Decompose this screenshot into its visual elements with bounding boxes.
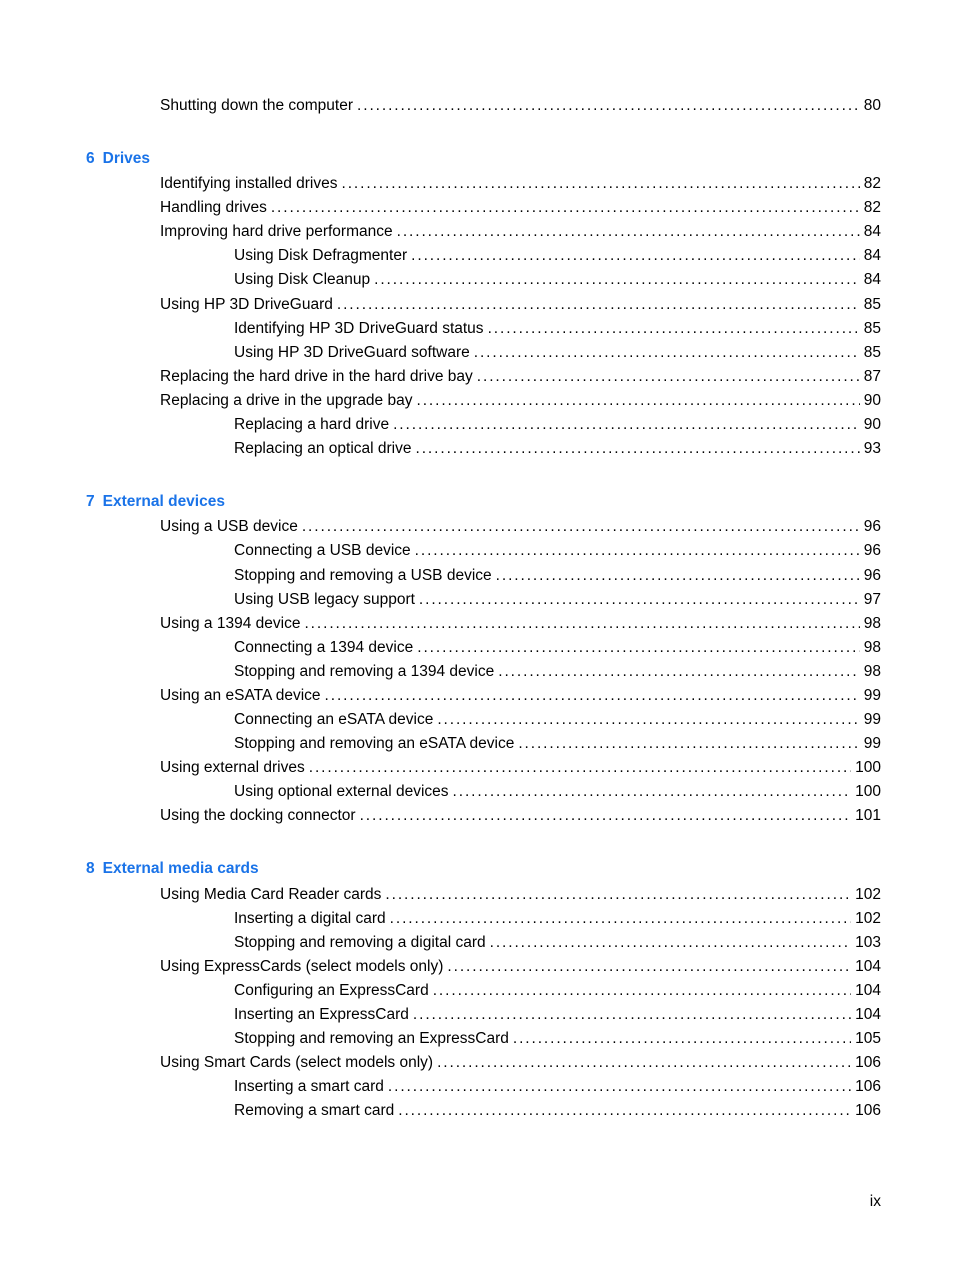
entry-page-number: 100 <box>855 759 881 776</box>
entry-page-number: 106 <box>855 1102 881 1119</box>
entry-title: Improving hard drive performance <box>160 223 393 240</box>
entry-title: Connecting a 1394 device <box>234 639 414 656</box>
dot-leader <box>309 757 851 779</box>
toc-chapter-heading[interactable] <box>86 858 259 880</box>
toc-section-entry[interactable] <box>160 884 881 906</box>
toc-subsection-entry[interactable] <box>234 932 881 954</box>
entry-page-number: 98 <box>863 639 881 656</box>
entry-title: Replacing a hard drive <box>234 416 390 433</box>
entry-page-number: 104 <box>855 958 881 975</box>
entry-title: Using Smart Cards (select models only) <box>160 1054 434 1071</box>
entry-page-number: 104 <box>855 982 881 999</box>
entry-page-number: 87 <box>863 368 881 385</box>
toc-section-entry[interactable] <box>160 366 881 388</box>
dot-leader <box>393 414 860 436</box>
entry-title: Identifying HP 3D DriveGuard status <box>234 320 484 337</box>
chapter-title: Drives <box>102 150 151 167</box>
entry-title: Inserting an ExpressCard <box>234 1006 409 1023</box>
entry-title: Removing a smart card <box>234 1102 395 1119</box>
dot-leader <box>453 781 852 803</box>
chapter-title: External media cards <box>102 860 259 877</box>
dot-leader <box>413 1004 851 1026</box>
dot-leader <box>388 1076 851 1098</box>
entry-page-number: 90 <box>863 416 881 433</box>
toc-subsection-entry[interactable] <box>234 1028 881 1050</box>
entry-title: Using Disk Defragmenter <box>234 247 408 264</box>
entry-page-number: 97 <box>863 591 881 608</box>
toc-subsection-entry[interactable] <box>234 1004 881 1026</box>
toc-subsection-entry[interactable] <box>234 269 881 291</box>
toc-section-entry[interactable] <box>160 805 881 827</box>
entry-page-number: 84 <box>863 271 881 288</box>
dot-leader <box>357 95 860 117</box>
toc-subsection-entry[interactable] <box>234 318 881 340</box>
dot-leader <box>398 1100 851 1122</box>
toc-subsection-entry[interactable] <box>234 1076 881 1098</box>
entry-title: Using HP 3D DriveGuard software <box>234 344 470 361</box>
dot-leader <box>397 221 860 243</box>
entry-page-number: 80 <box>863 97 881 114</box>
entry-page-number: 105 <box>855 1030 881 1047</box>
dot-leader <box>360 805 852 827</box>
entry-title: Using ExpressCards (select models only) <box>160 958 444 975</box>
dot-leader <box>271 197 860 219</box>
entry-title: Using a USB device <box>160 518 298 535</box>
toc-subsection-entry[interactable] <box>234 781 881 803</box>
dot-leader <box>513 1028 851 1050</box>
toc-subsection-entry[interactable] <box>234 733 881 755</box>
dot-leader <box>416 390 859 412</box>
entry-title: Inserting a digital card <box>234 910 386 927</box>
entry-page-number: 96 <box>863 542 881 559</box>
entry-page-number: 101 <box>855 807 881 824</box>
entry-title: Replacing a drive in the upgrade bay <box>160 392 413 409</box>
entry-page-number: 82 <box>863 199 881 216</box>
toc-section-entry[interactable] <box>160 757 881 779</box>
toc-section-entry[interactable] <box>160 613 881 635</box>
entry-page-number: 85 <box>863 344 881 361</box>
toc-subsection-entry[interactable] <box>234 565 881 587</box>
toc-subsection-entry[interactable] <box>234 540 881 562</box>
entry-title: Connecting a USB device <box>234 542 411 559</box>
entry-page-number: 102 <box>855 910 881 927</box>
toc-section-entry[interactable] <box>160 1052 881 1074</box>
entry-page-number: 106 <box>855 1054 881 1071</box>
dot-leader <box>416 438 860 460</box>
entry-page-number: 85 <box>863 320 881 337</box>
entry-page-number: 99 <box>863 687 881 704</box>
dot-leader <box>518 733 859 755</box>
entry-title: Using Disk Cleanup <box>234 271 371 288</box>
toc-section-entry[interactable] <box>160 173 881 195</box>
entry-title: Stopping and removing a 1394 device <box>234 663 495 680</box>
entry-page-number: 99 <box>863 735 881 752</box>
dot-leader <box>411 245 860 267</box>
chapter-title: External devices <box>102 493 225 510</box>
entry-title: Stopping and removing a digital card <box>234 934 486 951</box>
entry-page-number: 84 <box>863 223 881 240</box>
toc-section-entry[interactable] <box>160 390 881 412</box>
toc-section-entry[interactable] <box>160 294 881 316</box>
entry-page-number: 96 <box>863 567 881 584</box>
toc-subsection-entry[interactable] <box>234 637 881 659</box>
dot-leader <box>477 366 860 388</box>
entry-page-number: 96 <box>863 518 881 535</box>
dot-leader <box>433 980 851 1002</box>
dot-leader <box>390 908 851 930</box>
dot-leader <box>342 173 860 195</box>
entry-title: Shutting down the computer <box>160 97 354 114</box>
dot-leader <box>447 956 851 978</box>
dot-leader <box>488 318 860 340</box>
chapter-number: 6 <box>86 150 95 167</box>
toc-subsection-entry[interactable] <box>234 709 881 731</box>
dot-leader <box>415 540 860 562</box>
toc-subsection-entry[interactable] <box>234 414 881 436</box>
dot-leader <box>437 1052 851 1074</box>
entry-page-number: 82 <box>863 175 881 192</box>
entry-title: Stopping and removing an ExpressCard <box>234 1030 509 1047</box>
toc-chapter-heading[interactable] <box>86 148 150 170</box>
dot-leader <box>374 269 860 291</box>
toc-section-entry[interactable] <box>160 221 881 243</box>
entry-page-number: 93 <box>863 440 881 457</box>
toc-section-entry[interactable] <box>160 956 881 978</box>
entry-title: Using a 1394 device <box>160 615 301 632</box>
toc-section-entry[interactable] <box>160 685 881 707</box>
entry-title: Stopping and removing a USB device <box>234 567 492 584</box>
entry-page-number: 100 <box>855 783 881 800</box>
entry-page-number: 103 <box>855 934 881 951</box>
dot-leader <box>337 294 860 316</box>
entry-title: Configuring an ExpressCard <box>234 982 429 999</box>
entry-title: Using HP 3D DriveGuard <box>160 296 333 313</box>
toc-subsection-entry[interactable] <box>234 980 881 1002</box>
toc-subsection-entry[interactable] <box>234 908 881 930</box>
entry-page-number: 98 <box>863 663 881 680</box>
toc-section-entry[interactable] <box>160 197 881 219</box>
dot-leader <box>325 685 860 707</box>
entry-title: Replacing an optical drive <box>234 440 412 457</box>
toc-subsection-entry[interactable] <box>234 342 881 364</box>
entry-title: Using the docking connector <box>160 807 356 824</box>
entry-title: Stopping and removing an eSATA device <box>234 735 515 752</box>
entry-page-number: 106 <box>855 1078 881 1095</box>
entry-title: Inserting a smart card <box>234 1078 384 1095</box>
dot-leader <box>496 565 860 587</box>
toc-subsection-entry[interactable] <box>234 438 881 460</box>
dot-leader <box>417 637 860 659</box>
dot-leader <box>304 613 859 635</box>
entry-page-number: 90 <box>863 392 881 409</box>
toc-subsection-entry[interactable] <box>234 661 881 683</box>
entry-title: Handling drives <box>160 199 267 216</box>
dot-leader <box>419 589 860 611</box>
dot-leader <box>490 932 852 954</box>
entry-title: Using an eSATA device <box>160 687 321 704</box>
dot-leader <box>437 709 859 731</box>
entry-title: Replacing the hard drive in the hard drive bay <box>160 368 473 385</box>
dot-leader <box>498 661 860 683</box>
toc-section-entry[interactable] <box>160 516 881 538</box>
dot-leader <box>302 516 860 538</box>
toc-chapter-heading[interactable] <box>86 491 225 513</box>
entry-title: Identifying installed drives <box>160 175 338 192</box>
page-number: ix <box>869 1193 881 1210</box>
entry-page-number: 99 <box>863 711 881 728</box>
toc-subsection-entry[interactable] <box>234 589 881 611</box>
toc-section-entry[interactable] <box>160 95 881 117</box>
chapter-number: 7 <box>86 493 95 510</box>
entry-title: Using optional external devices <box>234 783 449 800</box>
entry-title: Using Media Card Reader cards <box>160 886 382 903</box>
dot-leader <box>385 884 851 906</box>
entry-title: Using USB legacy support <box>234 591 415 608</box>
toc-subsection-entry[interactable] <box>234 245 881 267</box>
entry-title: Using external drives <box>160 759 305 776</box>
entry-page-number: 98 <box>863 615 881 632</box>
entry-page-number: 102 <box>855 886 881 903</box>
entry-page-number: 104 <box>855 1006 881 1023</box>
dot-leader <box>474 342 860 364</box>
chapter-number: 8 <box>86 860 95 877</box>
toc-subsection-entry[interactable] <box>234 1100 881 1122</box>
entry-page-number: 84 <box>863 247 881 264</box>
entry-title: Connecting an eSATA device <box>234 711 434 728</box>
entry-page-number: 85 <box>863 296 881 313</box>
